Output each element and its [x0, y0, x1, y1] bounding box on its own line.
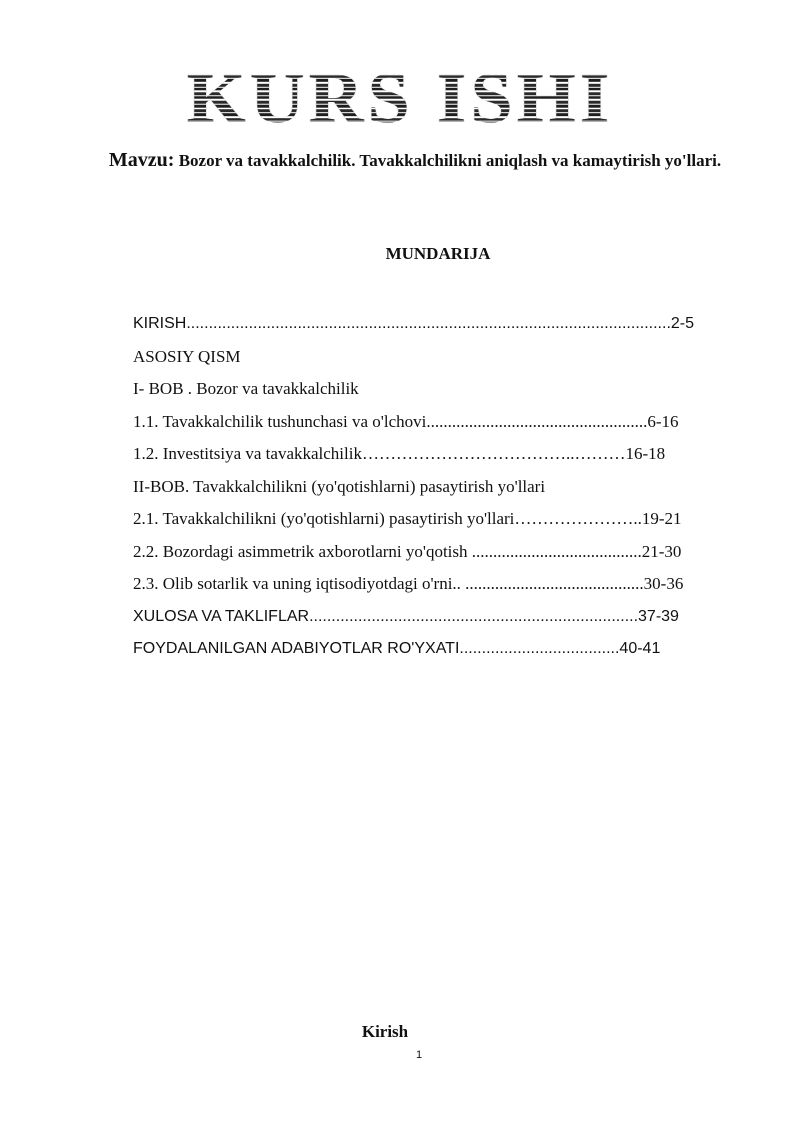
toc-entry-2-1: 2.1. Tavakkalchilikni (yo'qotishlarni) pasaytirish yo'llari…………………..19-21	[133, 509, 682, 528]
toc-entry-adabiyotlar: FOYDALANILGAN ADABIYOTLAR RO'YXATI....................................40-41	[133, 640, 661, 657]
subject-text: Bozor va tavakkalchilik. Tavakkalchilikni aniqlash va kamaytirish yo'llari.	[174, 151, 722, 170]
toc-entry-2-2: 2.2. Bozordagi asimmetrik axborotlarni yo'qotish ........................................21-30	[133, 541, 682, 561]
table-of-contents	[133, 308, 743, 666]
page-number: 1	[415, 1049, 423, 1061]
toc-entry-1-2: 1.2. Investitsiya va tavakkalchilik………………………………..………16-18	[133, 444, 666, 463]
toc-entry-2-3: 2.3. Olib sotarlik va uning iqtisodiyotdagi o'rni.. ..........................................30-36	[133, 574, 684, 593]
toc-entry-asosiy-qism: ASOSIY QISM	[133, 346, 241, 366]
toc-entry-chapter-1: I- BOB . Bozor va tavakkalchilik	[133, 379, 359, 398]
toc-title: MUNDARIJA	[385, 244, 491, 263]
toc-entry-xulosa: XULOSA VA TAKLIFLAR..........................................................................37-39	[133, 607, 679, 625]
wordart-title: KURS ISHI	[186, 58, 614, 138]
toc-entry-1-1: 1.1. Tavakkalchilik tushunchasi va o'lchovi....................................................6-16	[133, 411, 679, 431]
toc-entry-chapter-2: II-BOB. Tavakkalchilikni (yo'qotishlarni) pasaytirish yo'llari	[133, 476, 546, 496]
subject-heading	[95, 148, 735, 173]
next-section-heading: Kirish	[361, 1022, 409, 1041]
subject-label: Mavzu:	[108, 149, 175, 171]
title-wordart-container	[0, 60, 800, 136]
toc-entry-kirish: KIRISH.............................................................................................................2-5	[133, 315, 695, 332]
